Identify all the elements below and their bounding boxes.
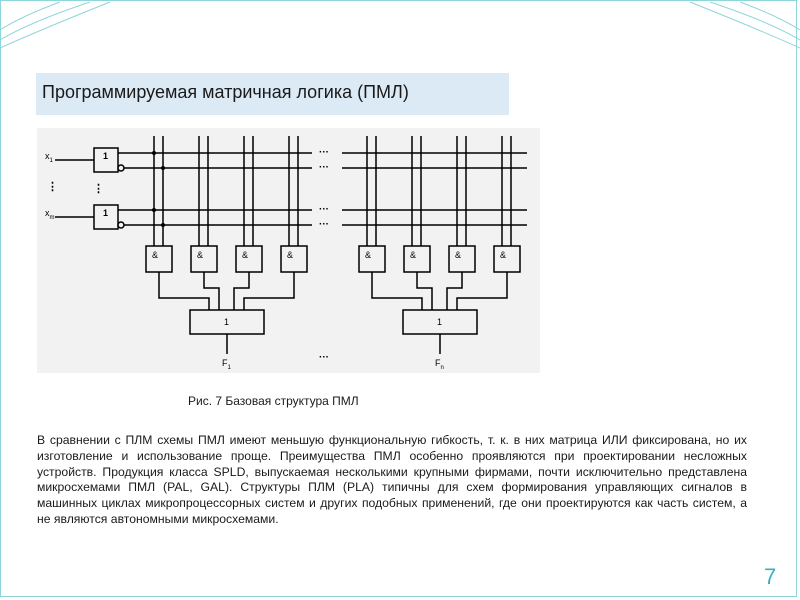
page-number: 7 [764,564,777,589]
and-gate-label: & [500,250,507,260]
and-gate-label: & [197,250,204,260]
pal-diagram [37,128,540,373]
pal-structure-figure [37,128,540,373]
buffer-bottom-label: 1 [103,208,109,218]
or-gate-left-label: 1 [224,317,230,327]
line-ellipsis: ··· [319,162,329,173]
buffer-vertical-ellipsis: ⋮ [93,183,104,195]
body-paragraph: В сравнении с ПЛМ схемы ПМЛ имеют меньшую функциональную гибкость, т. к. в них матрица ИЛИ фиксирована, но их изготовление и использование проще. Преимущества ПМЛ особенно проявляются при проектировании несложных устройств. Продукция класса SPLD, выпускаемая несколькими крупными фирмами, почти исключительно представлена микросхемами ПМЛ (PAL, GAL). Структуры ПЛМ (PLA) типичны для схем формирования управляющих сигналов в машинных циклах микропроцессорных систем и других подобных применений, где они проектируются как часть систем, а не являются автономными микросхемами. [37,433,747,526]
line-ellipsis: ··· [319,204,329,215]
input-xm-label: $x_m$ [45,208,55,221]
and-gate-label: & [287,250,294,260]
output-fn-label: $F_n$ [435,358,444,371]
line-ellipsis: ··· [319,219,329,230]
and-gate-label: & [242,250,249,260]
and-gate-label: & [410,250,417,260]
output-ellipsis: ··· [319,352,329,363]
input-x1-label: $x_1$ [45,151,53,164]
or-gate-right-label: 1 [437,317,443,327]
input-vertical-ellipsis: ⋮ [47,181,58,193]
and-gate-label: & [365,250,372,260]
line-ellipsis: ··· [319,147,329,158]
and-gate-label: & [455,250,462,260]
slide-title: Программируемая матричная логика (ПМЛ) [42,82,409,102]
buffer-top-label: 1 [103,151,109,161]
corner-decoration-left [0,0,120,60]
and-gate-label: & [152,250,159,260]
figure-caption: Рис. 7 Базовая структура ПМЛ [188,394,359,408]
corner-decoration-right [680,0,800,60]
output-f1-label: $F_1$ [222,358,231,371]
